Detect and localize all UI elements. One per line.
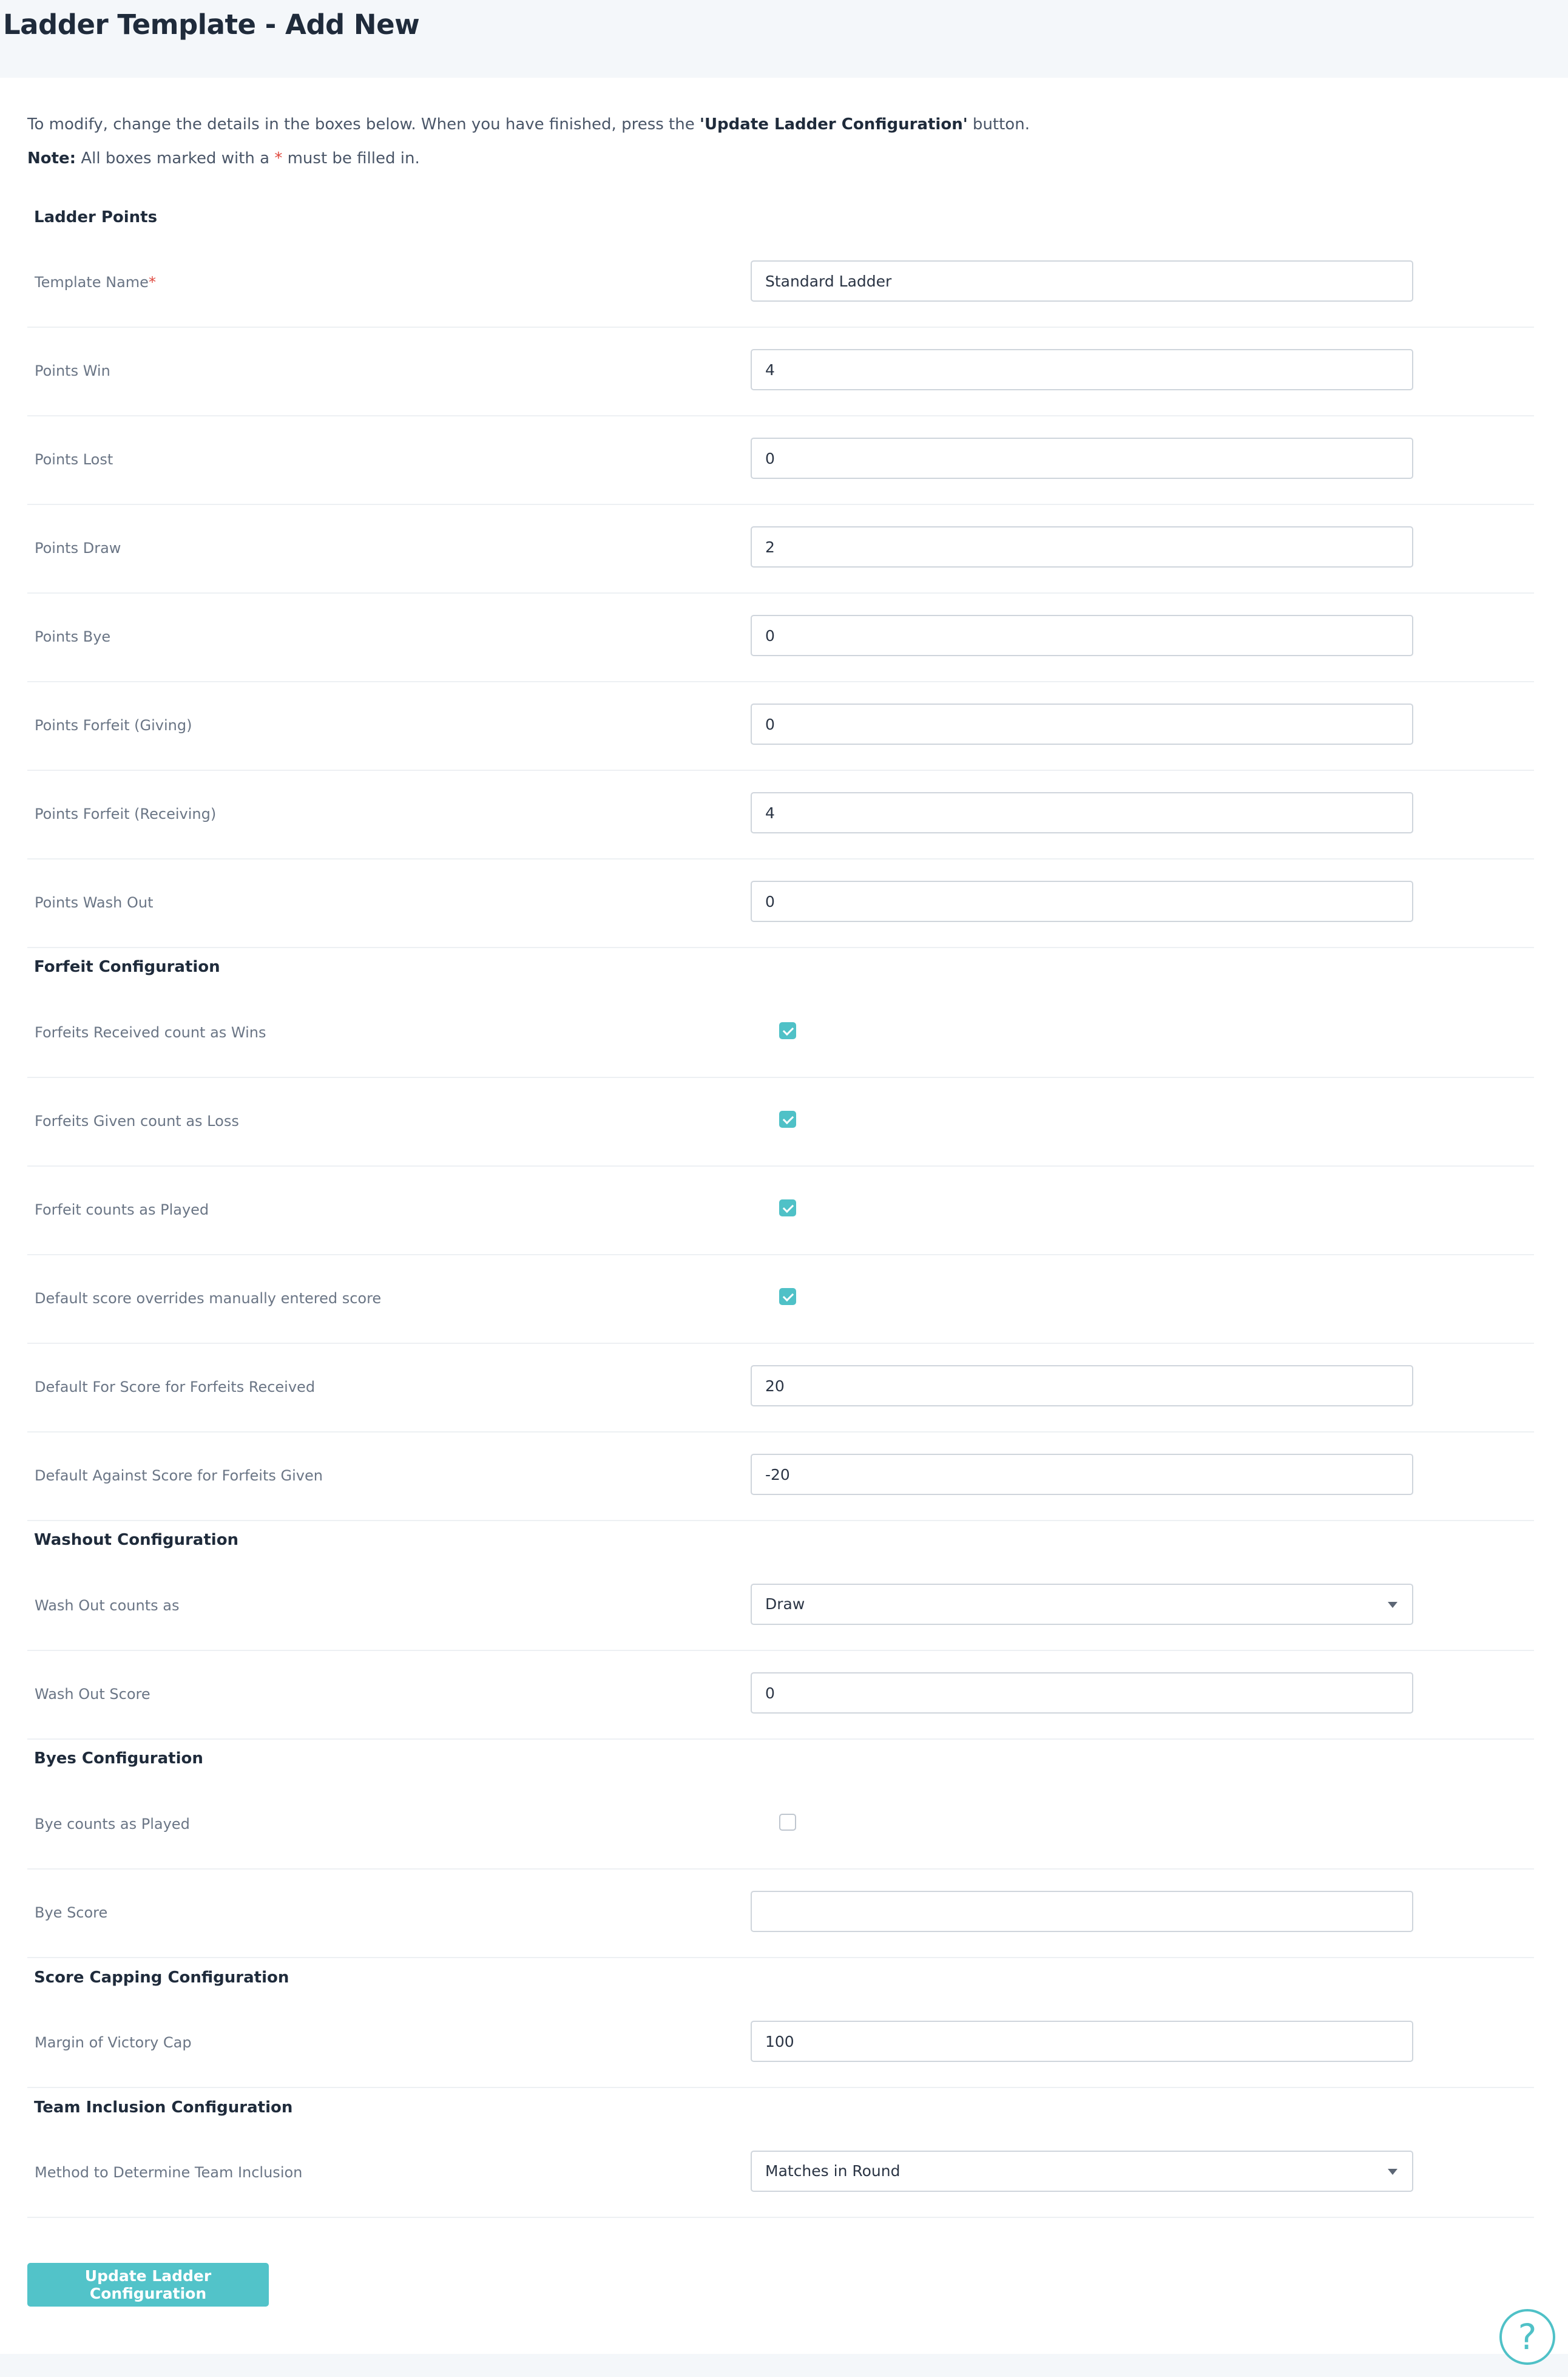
forfeits-given-loss-checkbox[interactable]	[779, 1111, 796, 1128]
row-bye-score	[27, 1868, 1534, 1958]
row-points-wash-out	[27, 858, 1534, 948]
row-wash-out-counts-as	[27, 1561, 1534, 1651]
wash-out-score-label: Wash Out Score	[35, 1686, 150, 1703]
forfeit-played-checkbox[interactable]	[779, 1199, 796, 1216]
points-win-input[interactable]	[751, 349, 1413, 390]
points-lost-label: Points Lost	[35, 451, 113, 468]
points-forfeit-receiving-input[interactable]	[751, 792, 1413, 833]
points-bye-label: Points Bye	[35, 628, 111, 645]
page-title: Ladder Template - Add New	[3, 8, 420, 41]
note-label: Note:	[27, 149, 76, 168]
chevron-down-icon	[1388, 1602, 1397, 1608]
intro-note	[27, 149, 420, 168]
row-template-name	[27, 238, 1534, 328]
row-forfeit-played	[27, 1165, 1534, 1255]
forfeits-given-loss-label: Forfeits Given count as Loss	[35, 1113, 239, 1130]
bye-score-label: Bye Score	[35, 1904, 108, 1921]
update-ladder-configuration-button[interactable]: Update Ladder Configuration	[27, 2263, 269, 2307]
margin-cap-input[interactable]	[751, 2021, 1413, 2062]
row-points-draw	[27, 504, 1534, 594]
team-inclusion-method-label: Method to Determine Team Inclusion	[35, 2164, 303, 2181]
row-points-win	[27, 327, 1534, 416]
default-for-score-input[interactable]	[751, 1365, 1413, 1406]
team-inclusion-method-value: Matches in Round	[765, 2162, 901, 2180]
row-forfeits-received-wins	[27, 988, 1534, 1078]
forfeits-received-wins-checkbox[interactable]	[779, 1022, 796, 1039]
default-against-score-input[interactable]	[751, 1454, 1413, 1495]
wash-out-counts-as-label: Wash Out counts as	[35, 1597, 180, 1614]
default-score-overrides-checkbox[interactable]	[779, 1288, 796, 1305]
section-byes-configuration: Byes Configuration	[34, 1749, 203, 1768]
default-against-score-label: Default Against Score for Forfeits Given	[35, 1467, 323, 1484]
row-default-for-score	[27, 1343, 1534, 1433]
row-points-forfeit-giving	[27, 681, 1534, 771]
row-default-score-overrides	[27, 1254, 1534, 1344]
bye-counts-played-label: Bye counts as Played	[35, 1816, 190, 1833]
points-draw-input[interactable]	[751, 526, 1413, 568]
row-points-bye	[27, 592, 1534, 682]
row-team-inclusion-method	[27, 2128, 1534, 2218]
wash-out-counts-as-select[interactable]	[751, 1584, 1413, 1625]
intro-button-ref: 'Update Ladder Configuration'	[699, 115, 968, 134]
required-star: *	[274, 149, 283, 168]
default-score-overrides-label: Default score overrides manually entered score	[35, 1290, 382, 1307]
team-inclusion-method-select[interactable]	[751, 2151, 1413, 2192]
template-name-input[interactable]	[751, 260, 1413, 302]
required-star: *	[148, 274, 156, 291]
points-bye-input[interactable]	[751, 615, 1413, 656]
row-points-lost	[27, 415, 1534, 505]
points-wash-out-input[interactable]	[751, 881, 1413, 922]
forfeit-played-label: Forfeit counts as Played	[35, 1201, 209, 1218]
section-ladder-points: Ladder Points	[34, 208, 158, 226]
row-default-against-score	[27, 1431, 1534, 1521]
row-forfeits-given-loss	[27, 1077, 1534, 1167]
chevron-down-icon	[1388, 2169, 1397, 2175]
points-forfeit-giving-label: Points Forfeit (Giving)	[35, 717, 192, 734]
points-win-label: Points Win	[35, 362, 110, 379]
forfeits-received-wins-label: Forfeits Received count as Wins	[35, 1024, 266, 1041]
section-score-capping-configuration: Score Capping Configuration	[34, 1968, 289, 1987]
note-text-end: must be filled in.	[287, 149, 420, 168]
row-points-forfeit-receiving	[27, 770, 1534, 860]
wash-out-counts-as-value: Draw	[765, 1595, 805, 1613]
section-team-inclusion-configuration: Team Inclusion Configuration	[34, 2098, 293, 2117]
bye-score-input[interactable]	[751, 1891, 1413, 1932]
section-washout-configuration: Washout Configuration	[34, 1531, 239, 1549]
intro-text: To modify, change the details in the boxes below. When you have finished, press the	[27, 115, 700, 134]
intro-instructions	[27, 115, 1030, 134]
points-forfeit-receiving-label: Points Forfeit (Receiving)	[35, 805, 217, 822]
row-bye-counts-played	[27, 1780, 1534, 1870]
points-forfeit-giving-input[interactable]	[751, 704, 1413, 745]
points-draw-label: Points Draw	[35, 540, 121, 557]
row-margin-cap	[27, 1998, 1534, 2088]
template-name-label: Template Name*	[35, 274, 156, 291]
intro-text-end: button.	[967, 115, 1030, 134]
footer-band	[15, 2354, 1568, 2377]
section-forfeit-configuration: Forfeit Configuration	[34, 958, 220, 976]
points-lost-input[interactable]	[751, 438, 1413, 479]
wash-out-score-input[interactable]	[751, 1672, 1413, 1714]
points-wash-out-label: Points Wash Out	[35, 894, 154, 911]
margin-cap-label: Margin of Victory Cap	[35, 2034, 192, 2051]
help-icon[interactable]: ?	[1499, 2309, 1555, 2365]
row-wash-out-score	[27, 1650, 1534, 1740]
note-text: All boxes marked with a	[76, 149, 275, 168]
bye-counts-played-checkbox[interactable]	[779, 1814, 796, 1831]
default-for-score-label: Default For Score for Forfeits Received	[35, 1378, 316, 1395]
